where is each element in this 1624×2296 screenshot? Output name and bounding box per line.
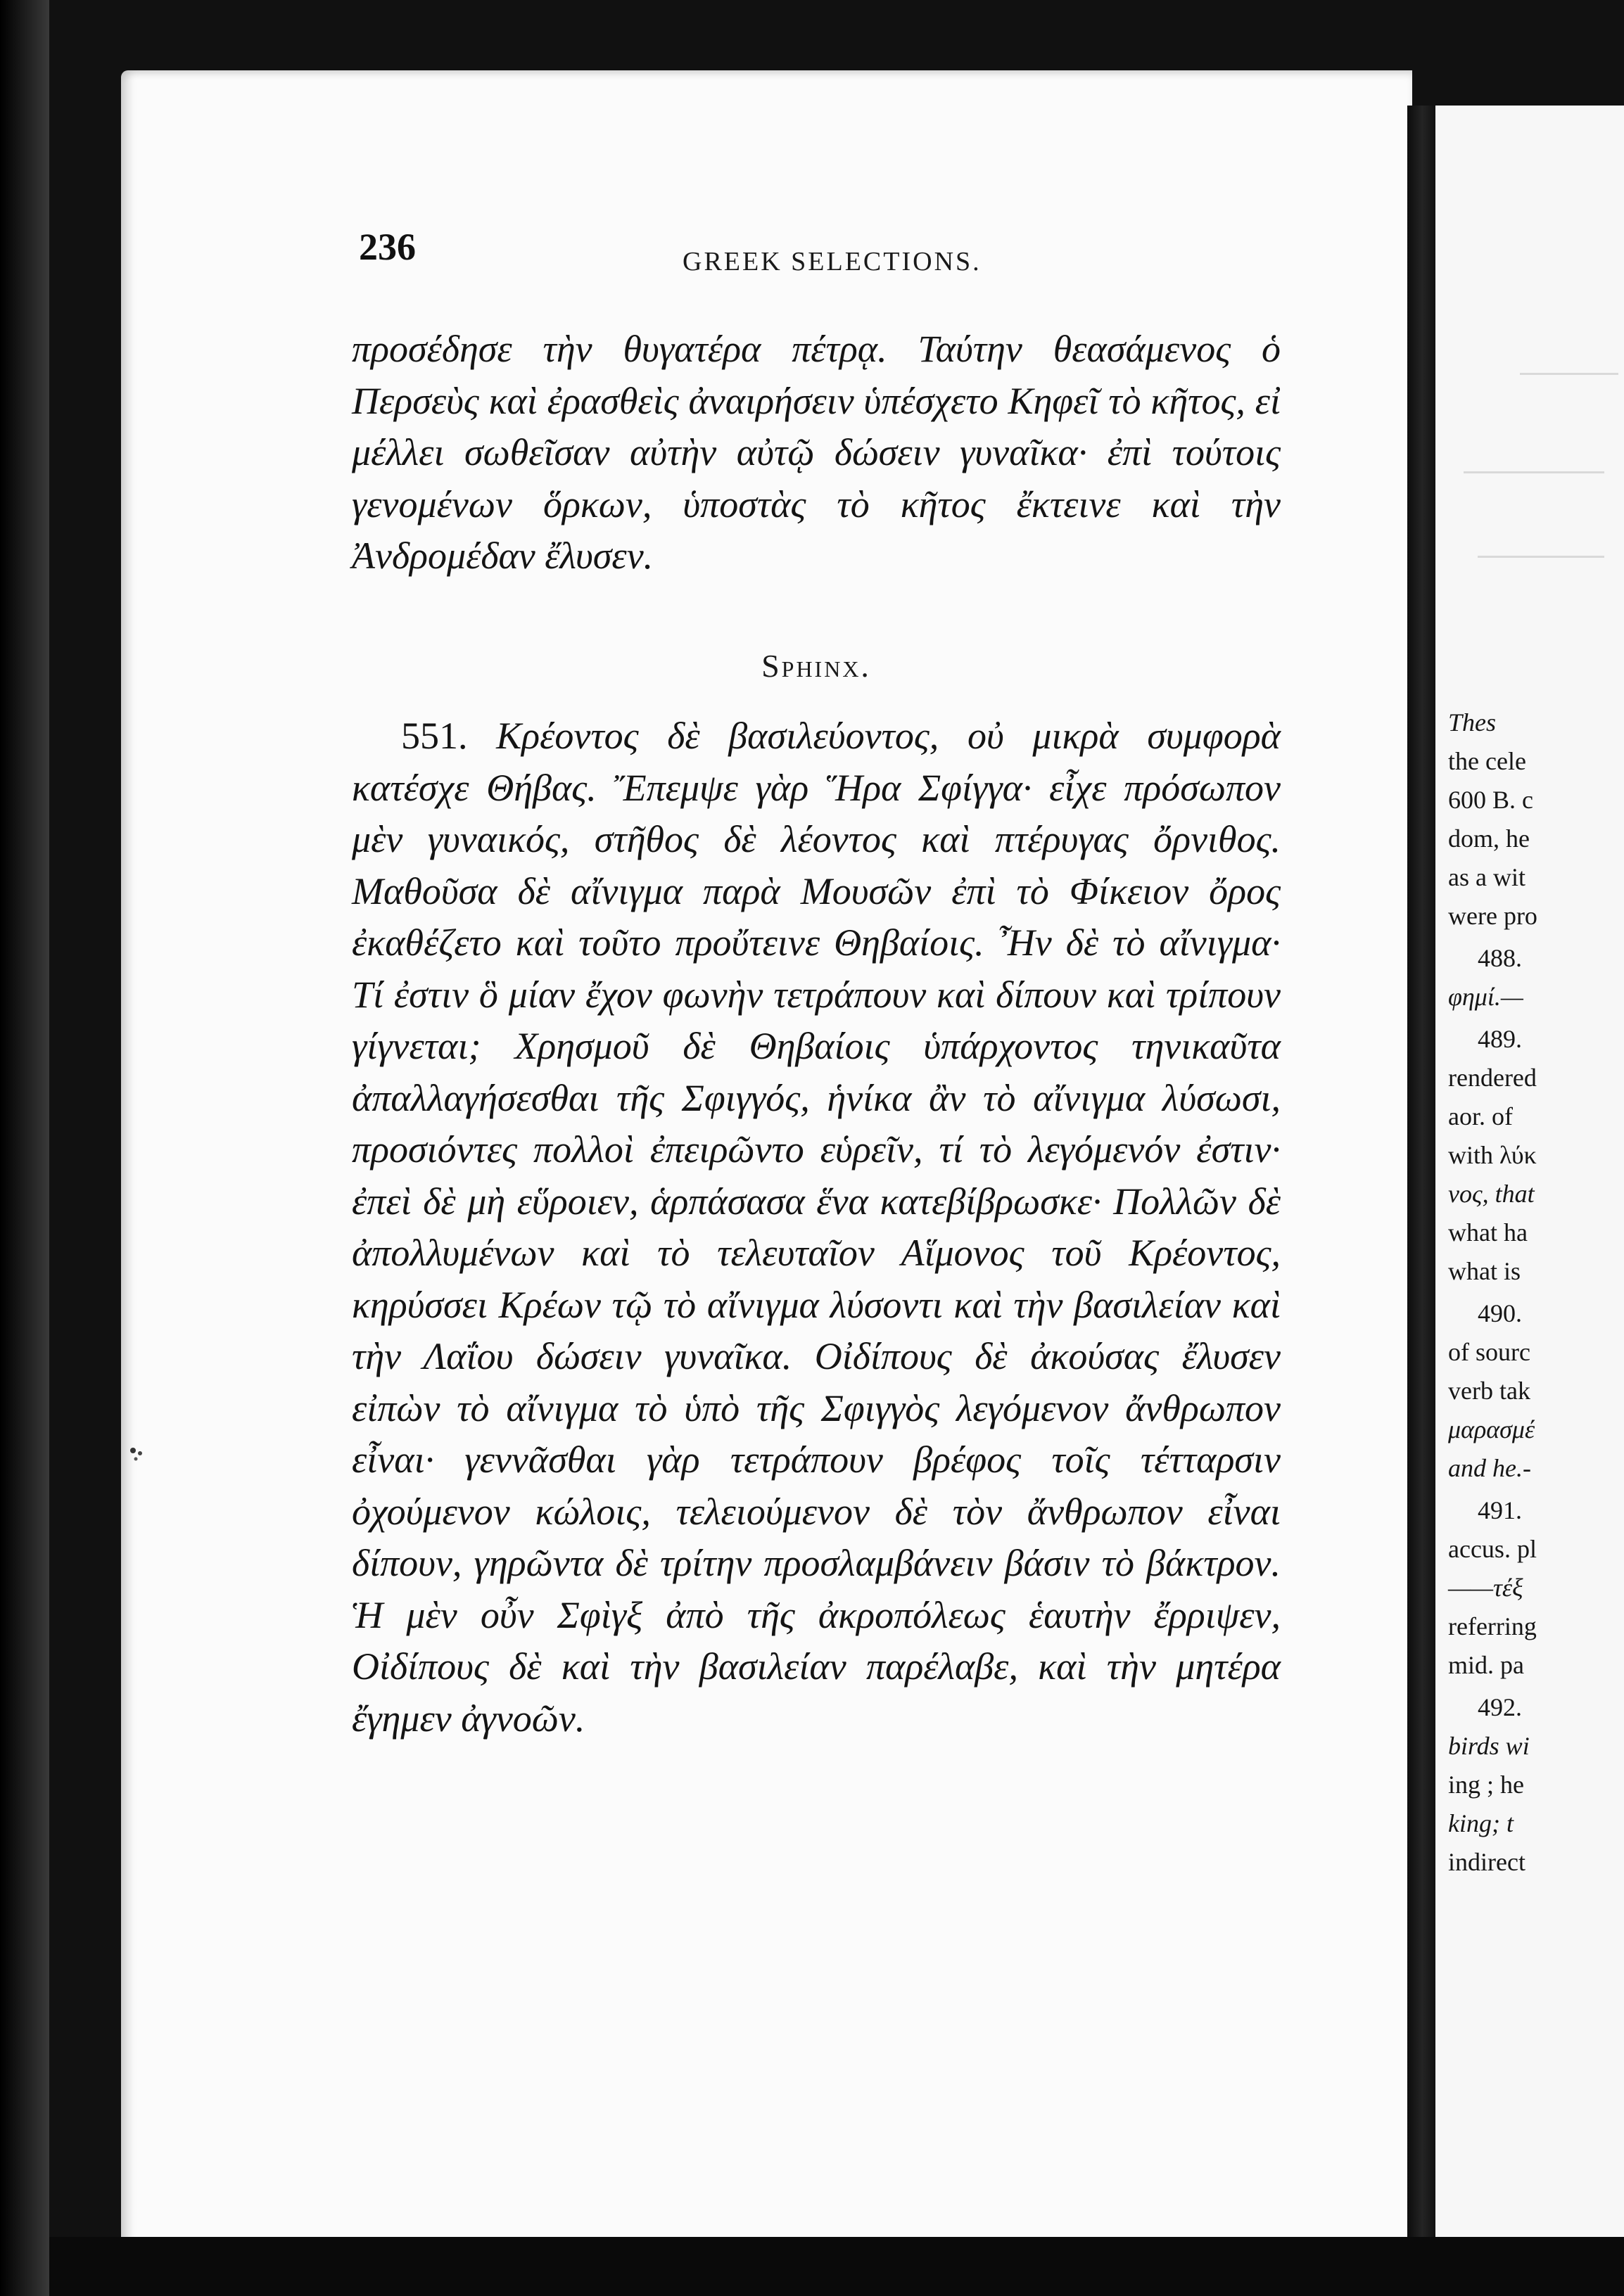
running-title: GREEK SELECTIONS. [683, 247, 982, 276]
sphinx-text: Κρέοντος δὲ βασιλεύοντος, οὐ μικρὰ συμφορὰ κατέσχε Θήβας. Ἔπεμψε γὰρ Ἥρα Σφίγγα· εἶχε πρόσωπον μὲν γυναικός, στῆθος δὲ λέοντος καὶ πτέρυγας ὄρνιθος. Μαθοῦσα δὲ αἴνιγμα παρὰ Μουσῶν ἐπὶ τὸ Φίκειον ὄρος ἐκαθέζετο καὶ τοῦτο προὔτεινε Θηβαίοις. Ἦν δὲ τὸ αἴνιγμα· Τί ἐστιν ὃ μίαν ἔχον φωνὴν τετράπουν καὶ δίπουν καὶ τρίπουν γίγνεται; Χρησμοῦ δὲ Θηβαίοις ὑπάρχοντος τηνικαῦτα ἀπαλλαγήσεσθαι τῆς Σφιγγός, ἡνίκα ἂν τὸ αἴνιγμα λύσωσι, προσιόντες πολλοὶ ἐπειρῶντο εὑρεῖν, τί τὸ λεγόμενόν ἐστιν· ἐπεὶ δὲ μὴ εὕροιεν, ἁρπάσασα ἕνα κατεβίβρωσκε· Πολλῶν δὲ ἀπολλυμένων καὶ τὸ τελευταῖον Αἵμονος τοῦ Κρέοντος, κηρύσσει Κρέων τῷ τὸ αἴνιγμα λύσοντι καὶ τὴν βασιλείαν καὶ τὴν Λαΐου δώσειν γυναῖκα. Οἰδίπους δὲ ἀκούσας ἔλυσεν εἰπὼν τὸ αἴνιγμα τὸ ὑπὸ τῆς Σφιγγὸς λεγόμενον ἄνθρωπον εἶναι· γεννᾶσθαι γὰρ τετράπουν βρέφος τοῖς τέτταρσιν ὀχούμενον κώλοις, τελειούμενον δὲ τὸν ἄνθρωπον εἶναι δίπουν, γηρῶντα δὲ τρίτην προσλαμβάνειν βάσιν τὸ βάκτρον. Ἡ μὲν οὖν Σφὶγξ ἀπὸ τῆς ἀκροπόλεως ἑαυτὴν ἔρριψεν, Οἰδίπους δὲ καὶ τὴν βασιλείαν παρέλαβε, καὶ τὴν μητέρα ἔγημεν ἀγνοῶν. [352, 715, 1281, 1740]
facing-page-fragment: of sourc [1448, 1338, 1530, 1366]
facing-page-fragment: accus. pl [1448, 1535, 1537, 1563]
bleed-through-line [1520, 373, 1618, 375]
margin-ink-spot [123, 1442, 151, 1470]
facing-page-fragment: 600 B. c [1448, 786, 1533, 814]
paragraph-number: 551. [401, 715, 468, 757]
facing-page-fragment: φημί.— [1448, 983, 1523, 1011]
bleed-through-line [1478, 556, 1604, 558]
facing-page-fragment: mid. pa [1448, 1651, 1524, 1679]
facing-page-fragment: rendered [1448, 1064, 1537, 1092]
facing-page-fragment: with λύκ [1448, 1141, 1537, 1169]
facing-page-fragment: referring [1448, 1612, 1537, 1640]
facing-page-fragment: birds wi [1448, 1732, 1530, 1760]
page-number: 236 [359, 226, 416, 268]
facing-page-fragment: νος, that [1448, 1180, 1535, 1208]
bleed-through-line [1464, 471, 1604, 473]
facing-page-fragment: verb tak [1448, 1377, 1530, 1405]
facing-page-fragment: dom, he [1448, 824, 1530, 853]
book-spine [1407, 106, 1437, 2237]
sphinx-paragraph [352, 710, 1281, 1745]
facing-page-fragment: as a wit [1448, 863, 1525, 891]
facing-page-fragment: aor. of [1448, 1102, 1513, 1130]
facing-page-fragment: 490. [1478, 1299, 1522, 1327]
facing-page-fragment: μαρασμέ [1448, 1415, 1535, 1443]
facing-page-fragment: 489. [1478, 1025, 1522, 1053]
facing-page-fragment: what is [1448, 1257, 1521, 1285]
facing-page-fragment: 492. [1478, 1693, 1522, 1721]
scan-bottom-edge [49, 2237, 1624, 2296]
continuation-text: προσέδησε τὴν θυγατέρα πέτρᾳ. Ταύτην θεασάμενος ὁ Περσεὺς καὶ ἐρασθεὶς ἀναιρήσειν ὑπέσχετο Κηφεῖ τὸ κῆτος, εἰ μέλλει σωθεῖσαν αὐτὴν αὐτῷ δώσειν γυναῖκα· ἐπὶ τούτοις γενομένων ὅρκων, ὑποστὰς τὸ κῆτος ἔκτεινε καὶ τὴν Ἀνδρομέδαν ἔλυσεν. [352, 328, 1281, 577]
facing-page-fragment: what ha [1448, 1218, 1528, 1246]
facing-page-fragment: indirect [1448, 1848, 1525, 1876]
facing-page-fragment: ——τέξ [1448, 1574, 1523, 1602]
facing-page-fragment: 491. [1478, 1496, 1522, 1524]
facing-page-fragment: ing ; he [1448, 1771, 1524, 1799]
book-left-edge [0, 0, 49, 2296]
continuation-paragraph [352, 324, 1281, 582]
facing-page-fragment: Thes [1448, 708, 1497, 736]
facing-page-fragment: were pro [1448, 902, 1537, 930]
section-heading: Sphinx. [761, 648, 871, 684]
facing-page-fragment: 488. [1478, 944, 1522, 972]
facing-page-fragment: and he.- [1448, 1454, 1531, 1482]
right-page [1435, 106, 1624, 2244]
facing-page-fragment: king; t [1448, 1809, 1514, 1837]
page-header [359, 225, 1504, 288]
facing-page-fragment: the cele [1448, 747, 1526, 775]
